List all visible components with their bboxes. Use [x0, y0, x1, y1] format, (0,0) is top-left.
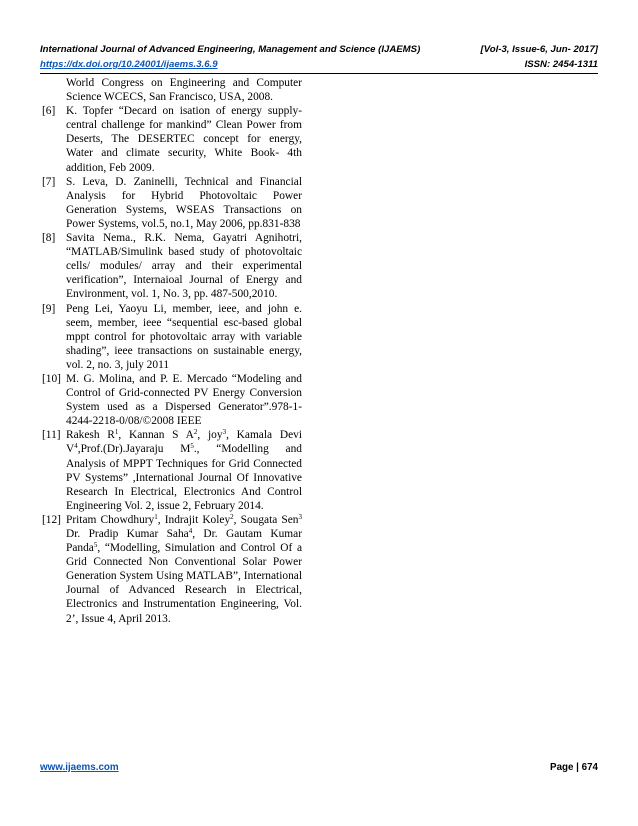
affiliation-superscript: 1: [114, 428, 119, 437]
affiliation-superscript: 2: [193, 428, 198, 437]
reference-11: [42, 428, 302, 513]
website-link[interactable]: www.ijaems.com: [40, 762, 119, 773]
reference-text: , “Modelling, Simulation and Control Of a Grid Connected Non Conventional Solar Power Generation System Using MATLAB”, International Journal of Advanced Research in Electrical, Electronics and Instrumentation Engineering, Vol. 2’, Issue 4, April 2013.: [66, 542, 302, 625]
header-rule: [40, 73, 598, 74]
reference-number: [6]: [42, 105, 56, 118]
reference-text: ., “Modelling and Analysis of MPPT Techniques for Grid Connected PV Systems” ,International Journal Of Innovative Research In Electrical, Electronics And Control Engineering Vol. 2, issue 2, February 2014.: [66, 443, 302, 512]
reference-5-continued: [42, 76, 302, 104]
doi-link[interactable]: https://dx.doi.org/10.24001/ijaems.3.6.9: [40, 59, 218, 70]
page-footer: [40, 761, 598, 775]
author: , Dr. Gautam Kumar Panda: [66, 528, 302, 555]
reference-number: [8]: [42, 232, 56, 245]
author: ,Prof.(Dr).Jayaraju M: [77, 443, 191, 456]
affiliation-superscript: 4: [188, 527, 193, 535]
issn: ISSN: 2454-1311: [524, 59, 598, 70]
reference-number: [11]: [42, 429, 61, 442]
journal-title: International Journal of Advanced Engineering, Management and Science (IJAEMS): [40, 44, 421, 55]
running-header-top: [40, 44, 598, 56]
affiliation-superscript: 2: [230, 512, 234, 521]
reference-number: [9]: [42, 302, 56, 315]
reference-8: [42, 231, 302, 301]
reference-12: [42, 513, 302, 626]
reference-text: M. G. Molina, and P. E. Mercado “Modeling and Control of Grid-connected PV Energy Conversion System used as a Dispersed Generator”.978-1-4244-2218-0/08/©2008 IEEE: [66, 372, 302, 428]
author: , Kannan S A: [118, 429, 194, 442]
reference-text: Peng Lei, Yaoyu Li, member, ieee, and john e. seem, member, ieee “sequential esc-based global mppt control for photovoltaic array with variable shading”, ieee transactions on sustainable energy, vol. 2, no. 3, july 2011: [66, 302, 302, 371]
affiliation-superscript: 4: [74, 442, 78, 451]
reference-10: [42, 372, 302, 428]
volume-issue: [Vol-3, Issue-6, Jun- 2017]: [480, 44, 598, 55]
reference-number: [7]: [42, 175, 56, 188]
author: , Kamala Devi V: [66, 429, 302, 456]
author: , joy: [197, 429, 223, 442]
author: Rakesh R: [66, 429, 115, 442]
reference-text: K. Topfer “Decard on isation of energy supply- central challenge for mankind” Clean Power from Deserts, The DESERTEC concept for energy, Water and climate security, White Book- 4th addition, Feb 2009.: [66, 105, 302, 174]
affiliation-superscript: 5: [93, 541, 98, 550]
page-number: Page | 674: [550, 762, 598, 773]
reference-text: World Congress on Engineering and Computer Science WCECS, San Francisco, USA, 2008.: [66, 77, 302, 104]
affiliation-superscript: 3: [298, 512, 302, 521]
affiliation-superscript: 5: [190, 442, 194, 451]
reference-list: [42, 76, 302, 626]
reference-6: [42, 104, 302, 174]
running-header-bottom: [40, 59, 598, 71]
affiliation-superscript: 1: [154, 512, 158, 521]
author: , Sougata Sen: [233, 513, 299, 526]
author: , Indrajit Koley: [157, 513, 231, 526]
author: Dr. Pradip Kumar Saha: [66, 528, 189, 540]
affiliation-superscript: 3: [222, 428, 227, 437]
reference-9: [42, 302, 302, 372]
reference-number: [10]: [42, 372, 61, 385]
reference-text: Savita Nema., R.K. Nema, Gayatri Agnihotri, “MATLAB/Simulink based study of photovoltaic cells/ modules/ array and their experimental verification”, Internaioal Journal of Energy and Environment, vol. 1, No. 3, pp. 487-500,2010.: [66, 232, 302, 301]
reference-7: [42, 175, 302, 231]
author: Pritam Chowdhury: [66, 513, 155, 526]
reference-number: [12]: [42, 513, 61, 526]
reference-text: S. Leva, D. Zaninelli, Technical and Financial Analysis for Hybrid Photovoltaic Power Generation Systems, WSEAS Transactions on Power Systems, vol.5, no.1, May 2006, pp.831-838: [66, 175, 302, 230]
